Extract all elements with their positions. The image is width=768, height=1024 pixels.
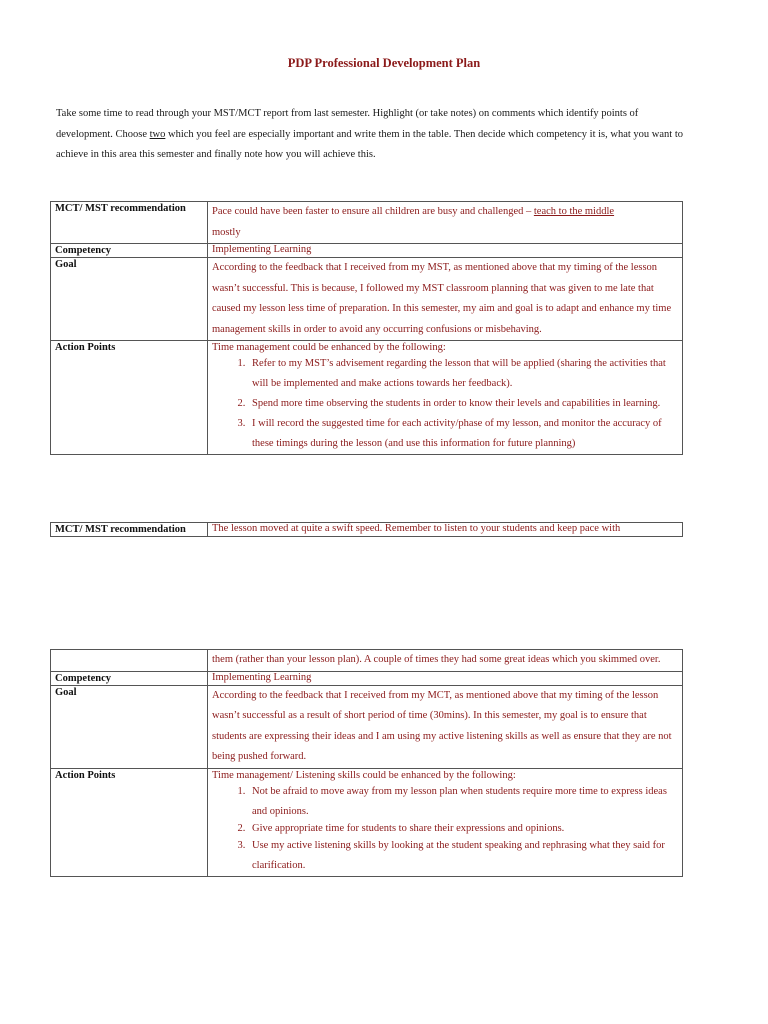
action-point: 1. Refer to my MST’s advisement regarding the lesson that will be applied (sharing the activities that will be implemented and make actions towards her feedback). [248,354,678,394]
recommendation-value [208,202,683,244]
instructions-paragraph [56,104,696,166]
action-points-value [208,341,683,455]
goal-row [51,258,683,341]
action-points-label: Action Points [51,341,208,455]
recommendation-row [51,202,683,244]
action-points-row [51,341,683,455]
recommendation-continued: mostly [212,226,241,238]
action-points-list [212,782,678,876]
action-points-list [212,354,678,454]
competency-row [51,244,683,258]
instructions-underlined-word: two [149,128,166,140]
goal-label: Goal [51,258,208,341]
action-points-intro: Time management/ Listening skills could be enhanced by the following: [212,769,516,781]
instructions-part-1: Take some time to read through your MST/MCT report from last semester. Highlight (or take notes) on comments which identify points of development. Choose [56,108,639,140]
action-point: 3. I will record the suggested time for each activity/phase of my lesson, and monitor the accuracy of these timings during the lesson (and use this information for future planning) [248,414,678,454]
competency-label: Competency [51,671,208,685]
recommendation-continued-row [51,650,683,672]
recommendation-underlined: teach to the middle [533,206,615,217]
recommendation-continued-value: them (rather than your lesson plan). A couple of times they had some great ideas which you skimmed over. [208,650,683,672]
plan-2-table-part-2 [50,649,683,877]
action-point: 2. Give appropriate time for students to share their expressions and opinions. [248,822,678,836]
competency-value: Implementing Learning [208,244,683,258]
goal-label: Goal [51,685,208,768]
competency-row [51,671,683,685]
action-points-row [51,768,683,876]
recommendation-label: MCT/ MST recommendation [51,523,208,537]
competency-value: Implementing Learning [208,671,683,685]
instructions-part-2: which you feel are especially important and write them in the table. Then decide which competency it is, what you want to achieve in this area this semester and finally note how you will achieve this. [56,128,684,160]
action-point: 1. Not be afraid to move away from my lesson plan when students require more time to express ideas and opinions. [248,782,678,822]
action-point: 2. Spend more time observing the students in order to know their levels and capabilities in learning. [248,394,678,414]
action-points-label: Action Points [51,768,208,876]
plan-2-table-part-1 [50,522,683,537]
action-point: 3. Use my active listening skills by looking at the student speaking and rephrasing what they said for clarification. [248,836,678,876]
goal-value: According to the feedback that I received from my MST, as mentioned above that my timing of the lesson wasn’t successful. This is because, I followed my MST classroom planning that was given to me late that caused my lesson less time of preparation. In this semester, my aim and goal is to adapt and enhance my time management skills in order to avoid any occurring confusions or misbehaving. [208,258,683,341]
competency-label: Competency [51,244,208,258]
recommendation-label: MCT/ MST recommendation [51,202,208,244]
plan-1-table [50,201,683,455]
goal-value: According to the feedback that I received from my MCT, as mentioned above that my timing of the lesson wasn’t successful as a result of short period of time (30mins). In this semester, my goal is to ensure that students are expressing their ideas and I am using my active listening skills as well as ensure that they are not being pushed forward. [208,685,683,768]
document-title: PDP Professional Development Plan [287,56,481,70]
recommendation-row [51,523,683,537]
action-points-intro: Time management could be enhanced by the following: [212,342,446,353]
recommendation-value: The lesson moved at quite a swift speed. Remember to listen to your students and keep pace with [208,523,683,537]
goal-row [51,685,683,768]
recommendation-label-empty [51,650,208,672]
action-points-value [208,768,683,876]
recommendation-text: Pace could have been faster to ensure all children are busy and challenged – [212,206,534,217]
